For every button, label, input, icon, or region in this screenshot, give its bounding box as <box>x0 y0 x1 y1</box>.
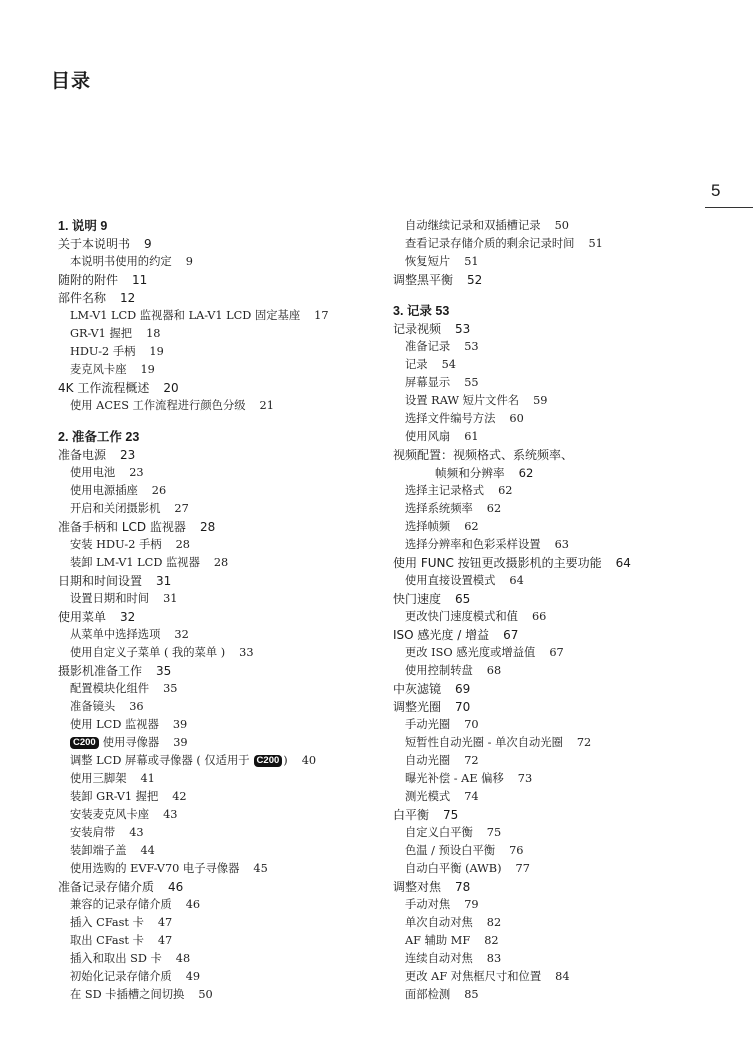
toc-page-number: 26 <box>151 484 167 497</box>
toc-page-number: 53 <box>455 322 471 336</box>
toc-entry-title: 单次自动对焦 <box>405 916 473 929</box>
toc-subsection[interactable] <box>58 788 388 806</box>
toc-entry-title: 连续自动对焦 <box>405 952 473 965</box>
toc-page-number: 52 <box>467 273 483 287</box>
toc-entry-title: 调整黑平衡 <box>393 273 454 287</box>
toc-page-number: 60 <box>509 412 524 425</box>
toc-page-number: 82 <box>484 934 499 947</box>
toc-page-number: 46 <box>168 880 184 894</box>
toc-subsection[interactable] <box>58 590 388 608</box>
toc-page-number: 54 <box>441 358 456 371</box>
toc-page-number: 40 <box>301 754 317 767</box>
toc-page-number: 19 <box>149 345 164 358</box>
toc-entry-title: 安装麦克风卡座 <box>70 808 150 821</box>
toc-subsection[interactable] <box>58 307 388 325</box>
toc-entry-title: 关于本说明书 <box>58 237 131 251</box>
toc-entry-title: 调整对焦 <box>393 880 442 894</box>
toc-page-number: 51 <box>464 255 479 268</box>
toc-section[interactable] <box>58 662 388 680</box>
toc-entry-title: 1. 说明 9 <box>58 219 108 233</box>
toc-entry-title: 白平衡 <box>393 808 430 822</box>
toc-subsection[interactable] <box>393 896 748 914</box>
toc-section[interactable] <box>393 878 748 896</box>
toc-entry-title: 更改快门速度模式和值 <box>405 610 518 623</box>
toc-entry-title: 在 SD 卡插槽之间切换 <box>70 988 185 1001</box>
toc-page-number: 59 <box>533 394 548 407</box>
toc-entry-title: 选择分辨率和色彩采样设置 <box>405 538 541 551</box>
toc-entry-title: 更改 ISO 感光度或增益值 <box>405 646 536 659</box>
toc-entry-title: 4K 工作流程概述 <box>58 381 150 395</box>
toc-entry-title: 中灰滤镜 <box>393 682 442 696</box>
toc-subsection[interactable] <box>58 536 388 554</box>
toc-entry-title: 装卸 GR-V1 握把 <box>70 790 159 803</box>
toc-page-number: 79 <box>464 898 479 911</box>
toc-subsection[interactable] <box>58 554 388 572</box>
toc-section[interactable] <box>58 446 388 464</box>
toc-page-number: 43 <box>163 808 178 821</box>
toc-page-number: 47 <box>157 934 173 947</box>
toc-entry-title: 3. 记录 53 <box>393 304 450 318</box>
toc-entry-title: 调整光圈 <box>393 700 442 714</box>
toc-entry-title: 装卸 LM-V1 LCD 监视器 <box>70 556 200 569</box>
toc-entry-title: 选择帧频 <box>405 520 451 533</box>
toc-subsection[interactable] <box>58 698 388 716</box>
toc-entry-title: 本说明书使用的约定 <box>70 255 172 268</box>
toc-page-number: 73 <box>517 772 533 785</box>
toc-subsection[interactable] <box>393 356 748 374</box>
toc-entry-title: 手动对焦 <box>405 898 451 911</box>
toc-subsection[interactable] <box>58 500 388 518</box>
toc-page-number: 23 <box>120 448 136 462</box>
toc-page-number: 68 <box>486 664 502 677</box>
toc-subsection[interactable] <box>58 986 388 1004</box>
toc-entry-title: 设置日期和时间 <box>70 592 150 605</box>
toc-entry-title: 自定义白平衡 <box>405 826 473 839</box>
toc-entry-title: 记录视频 <box>393 322 442 336</box>
toc-entry-title: 摄影机准备工作 <box>58 664 143 678</box>
toc-subsection[interactable] <box>58 950 388 968</box>
toc-page-number: 11 <box>132 273 148 287</box>
toc-entry-title: 准备记录 <box>405 340 451 353</box>
toc-page-number: 49 <box>185 970 201 983</box>
toc-page-number: 77 <box>515 862 530 875</box>
toc-subsection[interactable] <box>58 968 388 986</box>
toc-entry-title: 色温 / 预设白平衡 <box>405 844 496 857</box>
toc-entry-title: 测光模式 <box>405 790 451 803</box>
toc-subsection[interactable] <box>393 253 748 271</box>
toc-subsection[interactable] <box>393 572 748 590</box>
toc-page-number: 28 <box>175 538 190 551</box>
toc-page-number: 32 <box>120 610 136 624</box>
toc-page-number: 62 <box>498 484 513 497</box>
toc-section[interactable] <box>58 518 388 536</box>
toc-subsection[interactable] <box>393 428 748 446</box>
toc-entry-title: 日期和时间设置 <box>58 574 143 588</box>
toc-page-number: 78 <box>455 880 471 894</box>
toc-subsection[interactable] <box>393 410 748 428</box>
toc-entry-title: 使用控制转盘 <box>405 664 473 677</box>
toc-page-number: 36 <box>129 700 144 713</box>
toc-entry-title: 开启和关闭摄影机 <box>70 502 161 515</box>
toc-section[interactable] <box>393 271 748 289</box>
toc-entry-title: 选择主记录格式 <box>405 484 485 497</box>
toc-entry-title: AF 辅助 MF <box>405 934 471 947</box>
toc-entry-title: ISO 感光度 / 增益 <box>393 628 490 642</box>
toc-section-continued[interactable] <box>393 464 748 482</box>
toc-entry-title: 插入 CFast 卡 <box>70 916 144 929</box>
toc-entry-title: 配置模块化组件 <box>70 682 150 695</box>
toc-entry-title: 取出 CFast 卡 <box>70 934 144 947</box>
toc-entry-title-suffix: ) <box>283 754 288 767</box>
page-number: 5 <box>711 181 721 200</box>
toc-entry-title: LM-V1 LCD 监视器和 LA-V1 LCD 固定基座 <box>70 309 301 322</box>
toc-entry-title: 使用风扇 <box>405 430 451 443</box>
toc-subsection[interactable] <box>393 482 748 500</box>
toc-entry-title: 自动白平衡 (AWB) <box>405 862 502 875</box>
toc-page-number: 19 <box>140 363 155 376</box>
toc-entry-title: 手动光圈 <box>405 718 451 731</box>
toc-subsection[interactable] <box>393 518 748 536</box>
toc-page-number: 53 <box>464 340 479 353</box>
toc-entry-title: 自动光圈 <box>405 754 451 767</box>
toc-chapter-heading[interactable] <box>58 217 388 235</box>
toc-entry-title: 使用电池 <box>70 466 116 479</box>
toc-subsection[interactable] <box>58 932 388 950</box>
toc-page-number: 18 <box>146 327 161 340</box>
toc-subsection[interactable] <box>393 536 748 554</box>
toc-page-number: 64 <box>509 574 524 587</box>
toc-subsection[interactable] <box>393 932 748 950</box>
toc-section[interactable] <box>58 235 388 253</box>
toc-entry-title: 短暂性自动光圈 - 单次自动光圈 <box>405 736 563 749</box>
toc-subsection[interactable] <box>58 397 388 415</box>
toc-page-number: 43 <box>129 826 144 839</box>
toc-page-number: 65 <box>455 592 471 606</box>
toc-entry-title: 2. 准备工作 23 <box>58 430 140 444</box>
toc-page-number: 47 <box>157 916 173 929</box>
toc-page-number: 76 <box>509 844 524 857</box>
toc-subsection[interactable] <box>58 361 388 379</box>
toc-page-number: 41 <box>140 772 155 785</box>
toc-subsection[interactable] <box>58 860 388 878</box>
toc-page-number: 28 <box>213 556 229 569</box>
toc-section[interactable] <box>58 289 388 307</box>
toc-section[interactable] <box>393 554 748 572</box>
toc-entry-title: 安装 HDU-2 手柄 <box>70 538 162 551</box>
toc-page-number: 66 <box>531 610 547 623</box>
toc-page-number: 44 <box>140 844 155 857</box>
toc-entry-title: 从菜单中选择选项 <box>70 628 161 641</box>
toc-page-number: 50 <box>554 219 569 232</box>
toc-entry-title: 选择文件编号方法 <box>405 412 496 425</box>
toc-subsection[interactable] <box>393 235 748 253</box>
toc-subsection[interactable] <box>58 842 388 860</box>
toc-page-number: 75 <box>486 826 502 839</box>
toc-entry-title: 使用选购的 EVF-V70 电子寻像器 <box>70 862 240 875</box>
toc-page-number: 84 <box>555 970 570 983</box>
toc-entry-title: 使用 ACES 工作流程进行颜色分级 <box>70 399 246 412</box>
toc-page-number: 39 <box>173 736 188 749</box>
toc-page-number: 67 <box>549 646 564 659</box>
toc-entry-title: 恢复短片 <box>405 255 451 268</box>
toc-subsection[interactable] <box>393 716 748 734</box>
toc-page-number: 55 <box>464 376 479 389</box>
toc-subsection[interactable] <box>393 986 748 1004</box>
toc-page-number: 27 <box>174 502 189 515</box>
toc-page-number: 62 <box>518 466 534 480</box>
toc-subsection[interactable] <box>393 374 748 392</box>
toc-subsection[interactable] <box>58 752 388 770</box>
toc-subsection[interactable] <box>393 392 748 410</box>
toc-subsection[interactable] <box>58 680 388 698</box>
toc-subsection[interactable] <box>393 500 748 518</box>
toc-subsection[interactable] <box>393 968 748 986</box>
toc-entry-title: 麦克风卡座 <box>70 363 127 376</box>
toc-section[interactable] <box>393 680 748 698</box>
toc-entry-title: 面部检测 <box>405 988 451 1001</box>
toc-subsection[interactable] <box>393 860 748 878</box>
toc-entry-title: 视频配置：视频格式、系统频率、 <box>393 448 574 462</box>
toc-subsection[interactable] <box>58 325 388 343</box>
toc-page-number: 9 <box>144 237 152 251</box>
toc-subsection[interactable] <box>58 896 388 914</box>
toc-page-number: 72 <box>576 736 592 749</box>
toc-page-number: 67 <box>503 628 519 642</box>
toc-left-column <box>58 217 388 1004</box>
toc-page-number: 72 <box>464 754 479 767</box>
toc-entry-title: 准备手柄和 LCD 监视器 <box>58 520 186 534</box>
toc-entry-title: 选择系统频率 <box>405 502 473 515</box>
toc-entry-title: 曝光补偿 - AE 偏移 <box>405 772 504 785</box>
toc-section[interactable] <box>58 572 388 590</box>
toc-entry-title: 准备电源 <box>58 448 107 462</box>
toc-entry-title: 兼容的记录存储介质 <box>70 898 172 911</box>
toc-page-number: 12 <box>120 291 136 305</box>
toc-subsection[interactable] <box>58 626 388 644</box>
toc-page-number: 69 <box>455 682 471 696</box>
toc-page-number: 32 <box>174 628 189 641</box>
toc-subsection[interactable] <box>393 338 748 356</box>
toc-section[interactable] <box>58 608 388 626</box>
toc-entry-title: 准备记录存储介质 <box>58 880 155 894</box>
toc-page-number: 82 <box>486 916 502 929</box>
toc-page-number: 9 <box>185 255 193 268</box>
toc-entry-title: 查看记录存储介质的剩余记录时间 <box>405 237 575 250</box>
toc-entry-title: 使用三脚架 <box>70 772 127 785</box>
toc-entry-title: 调整 LCD 屏幕或寻像器 ( 仅适用于 <box>70 754 250 767</box>
toc-page-number: 62 <box>464 520 479 533</box>
toc-page-number: 39 <box>172 718 188 731</box>
toc-entry-title: 使用电源插座 <box>70 484 138 497</box>
toc-subsection[interactable] <box>393 788 748 806</box>
toc-page-number: 35 <box>163 682 178 695</box>
toc-subsection[interactable] <box>58 914 388 932</box>
toc-subsection[interactable] <box>393 662 748 680</box>
toc-right-column <box>393 217 748 1004</box>
toc-entry-title: 插入和取出 SD 卡 <box>70 952 162 965</box>
toc-page-number: 48 <box>175 952 191 965</box>
toc-page-number: 51 <box>588 237 603 250</box>
toc-subsection[interactable] <box>58 806 388 824</box>
toc-entry-title: 帧频和分辨率 <box>435 466 505 480</box>
toc-page-number: 62 <box>486 502 502 515</box>
toc-subsection[interactable] <box>393 950 748 968</box>
toc-entry-title: 使用直接设置模式 <box>405 574 496 587</box>
toc-section[interactable] <box>393 626 748 644</box>
toc-subsection[interactable] <box>393 914 748 932</box>
toc-page-number: 83 <box>486 952 502 965</box>
toc-entry-title: 使用 FUNC 按钮更改摄影机的主要功能 <box>393 556 602 570</box>
toc-section[interactable] <box>393 698 748 716</box>
toc-subsection[interactable] <box>393 217 748 235</box>
toc-subsection[interactable] <box>393 752 748 770</box>
toc-section[interactable] <box>58 878 388 896</box>
toc-entry-title: 更改 AF 对焦框尺寸和位置 <box>405 970 542 983</box>
toc-chapter-heading[interactable] <box>58 428 388 446</box>
toc-entry-title: 部件名称 <box>58 291 107 305</box>
toc-subsection[interactable] <box>58 482 388 500</box>
toc-page-number: 23 <box>129 466 144 479</box>
toc-page-number: 31 <box>163 592 178 605</box>
toc-page-number: 85 <box>464 988 479 1001</box>
toc-page-number: 46 <box>185 898 201 911</box>
page-number-rule <box>705 207 753 208</box>
toc-subsection[interactable] <box>393 842 748 860</box>
toc-page-number: 63 <box>554 538 569 551</box>
toc-subsection[interactable] <box>58 464 388 482</box>
toc-page-number: 21 <box>259 399 274 412</box>
toc-section[interactable] <box>393 590 748 608</box>
toc-page-number: 70 <box>455 700 471 714</box>
toc-entry-title: 使用 LCD 监视器 <box>70 718 159 731</box>
toc-section[interactable] <box>393 320 748 338</box>
toc-subsection[interactable] <box>58 644 388 662</box>
toc-subsection[interactable] <box>58 253 388 271</box>
toc-entry-title: 装卸端子盖 <box>70 844 127 857</box>
toc-chapter-heading[interactable] <box>393 302 748 320</box>
toc-page-number: 61 <box>464 430 479 443</box>
toc-entry-title: 初始化记录存储介质 <box>70 970 172 983</box>
toc-page-number: 70 <box>464 718 479 731</box>
toc-subsection[interactable] <box>393 824 748 842</box>
toc-entry-title: 自动继续记录和双插槽记录 <box>405 219 541 232</box>
toc-page-number: 42 <box>172 790 187 803</box>
toc-page-number: 17 <box>314 309 329 322</box>
toc-subsection[interactable] <box>58 343 388 361</box>
toc-page-number: 75 <box>443 808 459 822</box>
toc-subsection[interactable] <box>393 644 748 662</box>
toc-entry-title: 记录 <box>405 358 428 371</box>
toc-entry-title: 设置 RAW 短片文件名 <box>405 394 520 407</box>
toc-page-number: 74 <box>464 790 479 803</box>
toc-page-number: 64 <box>615 556 631 570</box>
toc-section[interactable] <box>393 806 748 824</box>
toc-section[interactable] <box>58 271 388 289</box>
toc-page-number: 28 <box>199 520 216 534</box>
toc-page-number: 45 <box>253 862 268 875</box>
toc-subsection[interactable] <box>58 734 388 752</box>
toc-subsection[interactable] <box>393 734 748 752</box>
toc-entry-title: 使用自定义子菜单 ( 我的菜单 ) <box>70 646 226 659</box>
toc-subsection[interactable] <box>393 608 748 626</box>
toc-entry-title: 使用寻像器 <box>102 736 160 749</box>
toc-entry-title: 随附的附件 <box>58 273 119 287</box>
toc-page-number: 31 <box>156 574 172 588</box>
toc-section[interactable] <box>393 446 748 464</box>
toc-subsection[interactable] <box>58 716 388 734</box>
toc-entry-title: 准备镜头 <box>70 700 116 713</box>
page-title: 目录 <box>51 70 92 92</box>
toc-subsection[interactable] <box>393 770 748 788</box>
model-badge-icon: C200 <box>70 737 99 749</box>
model-badge-icon: C200 <box>254 755 283 767</box>
toc-entry-title: GR-V1 握把 <box>70 327 133 340</box>
toc-subsection[interactable] <box>58 770 388 788</box>
toc-entry-title: 安装肩带 <box>70 826 116 839</box>
toc-page-number: 33 <box>239 646 254 659</box>
toc-entry-title: HDU-2 手柄 <box>70 345 136 358</box>
toc-section[interactable] <box>58 379 388 397</box>
toc-entry-title: 屏幕显示 <box>405 376 451 389</box>
toc-entry-title: 快门速度 <box>393 592 442 606</box>
toc-subsection[interactable] <box>58 824 388 842</box>
toc-page-number: 35 <box>156 664 172 678</box>
toc-entry-title: 使用菜单 <box>58 610 107 624</box>
toc-page-number: 50 <box>198 988 213 1001</box>
toc-page-number: 20 <box>163 381 179 395</box>
